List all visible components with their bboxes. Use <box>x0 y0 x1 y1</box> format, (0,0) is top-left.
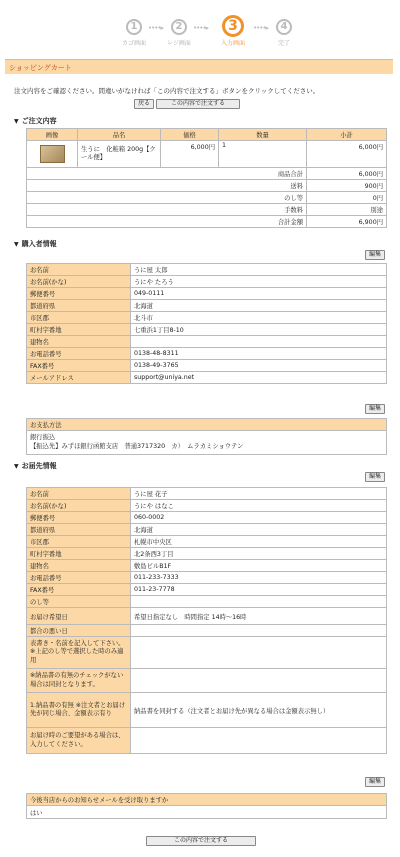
grand-total-value: 6,900円 <box>307 216 387 228</box>
edit-buyer-button[interactable]: 編集 <box>365 250 385 260</box>
buyer-table <box>26 263 387 384</box>
step-1-label: カゴ画面 <box>121 40 146 47</box>
buyer-row <box>27 324 387 336</box>
shipping-label: 表書き・名前を記入して下さい。※上記のし等で選択した時のみ適用 <box>27 637 131 669</box>
shipping-label: FAX番号 <box>27 584 131 596</box>
triangle-down-icon: ▼ <box>14 463 19 470</box>
buyer-row <box>27 348 387 360</box>
step-arrow-icon: ••••▸ <box>148 24 164 32</box>
buyer-row <box>27 360 387 372</box>
confirm-order-button-bottom[interactable]: この内容で注文する <box>146 836 256 846</box>
shipping-value <box>131 625 387 637</box>
buyer-label: お電話番号 <box>27 348 131 360</box>
shipping-label: 郵便番号 <box>27 512 131 524</box>
shipping-row <box>27 560 387 572</box>
buyer-label: 都道府県 <box>27 300 131 312</box>
shipping-row <box>27 488 387 500</box>
buyer-label: 郵便番号 <box>27 288 131 300</box>
total-value: 0円 <box>307 192 387 204</box>
shipping-label: のし等 <box>27 596 131 608</box>
buyer-row <box>27 312 387 324</box>
buyer-label: お名前(かな) <box>27 276 131 288</box>
newsletter-question-row <box>27 794 387 806</box>
edit-newsletter-button[interactable]: 編集 <box>365 777 385 787</box>
intro-text: 注文内容をご確認ください。間違いがなければ「この内容で注文する」ボタンをクリックしてください。 <box>14 87 320 95</box>
shipping-row <box>27 637 387 669</box>
buyer-label: 建物名 <box>27 336 131 348</box>
shipping-row <box>27 728 387 754</box>
shipping-row <box>27 524 387 536</box>
buyer-label: FAX番号 <box>27 360 131 372</box>
buyer-value: 0138-49-3765 <box>131 360 387 372</box>
product-image-cell <box>27 141 78 168</box>
shipping-table <box>26 487 387 754</box>
newsletter-answer-row <box>27 806 387 819</box>
payment-detail <box>27 431 387 455</box>
total-row <box>27 168 387 180</box>
header-image: 画像 <box>27 129 78 141</box>
order-section-title <box>14 116 57 126</box>
back-button[interactable]: 戻る <box>134 99 154 109</box>
shipping-value <box>131 637 387 669</box>
step-3-label: 入力画面 <box>220 40 245 47</box>
shipping-label: 都合の悪い日 <box>27 625 131 637</box>
shipping-value: 011-23-7778 <box>131 584 387 596</box>
newsletter-answer: はい <box>27 806 387 819</box>
checkout-steps <box>0 19 400 54</box>
product-subtotal: 6,000円 <box>307 141 387 168</box>
shipping-label: 町村字番地 <box>27 548 131 560</box>
step-1-number: 1 <box>126 19 142 35</box>
shipping-row <box>27 548 387 560</box>
header-subtotal: 小計 <box>307 129 387 141</box>
shipping-value: 希望日指定なし 時間指定 14時〜16時 <box>131 608 387 625</box>
shipping-value <box>131 669 387 693</box>
shipping-value: うに屋 花子 <box>131 488 387 500</box>
total-value: 6,000円 <box>307 168 387 180</box>
step-2-label: レジ画面 <box>167 40 191 47</box>
shipping-label: お名前(かな) <box>27 500 131 512</box>
step-arrow-icon: ••••▸ <box>193 24 209 32</box>
shipping-value: 納品書を同封する（注文者とお届け先が異なる場合は金額表示無し） <box>131 693 387 728</box>
payment-body-row <box>27 431 387 455</box>
shipping-label: お届け時のご要望がある場合は、入力してください。 <box>27 728 131 754</box>
shipping-value: 敷島ビルB1F <box>131 560 387 572</box>
buyer-row <box>27 264 387 276</box>
shipping-value <box>131 596 387 608</box>
buyer-label: 市区郡 <box>27 312 131 324</box>
buyer-label: お名前 <box>27 264 131 276</box>
shipping-row <box>27 669 387 693</box>
shipping-value: 北海道 <box>131 524 387 536</box>
buyer-title: 購入者情報 <box>21 240 57 248</box>
shipping-row <box>27 500 387 512</box>
order-header-row <box>27 129 387 141</box>
buyer-value <box>131 336 387 348</box>
order-title: ご注文内容 <box>21 117 57 125</box>
shipping-row <box>27 512 387 524</box>
product-price: 6,000円 <box>161 141 219 168</box>
shipping-label: お届け希望日 <box>27 608 131 625</box>
edit-payment-button[interactable]: 編集 <box>365 404 385 414</box>
triangle-down-icon: ▼ <box>14 241 19 248</box>
confirm-order-button-top[interactable]: この内容で注文する <box>156 99 240 109</box>
total-row <box>27 180 387 192</box>
shipping-label: お名前 <box>27 488 131 500</box>
shipping-label: ※納品書の有無のチェックがない場合は同封となります。 <box>27 669 131 693</box>
edit-shipping-button[interactable]: 編集 <box>365 472 385 482</box>
buyer-row <box>27 276 387 288</box>
shipping-row <box>27 584 387 596</box>
buyer-value: うにや たろう <box>131 276 387 288</box>
buyer-row <box>27 288 387 300</box>
product-qty: 1 <box>219 141 307 168</box>
shipping-value: 011-233-7333 <box>131 572 387 584</box>
step-4-label: 完了 <box>277 40 290 47</box>
total-value: 900円 <box>307 180 387 192</box>
grand-total-label: 合計金額 <box>27 216 307 228</box>
buyer-row <box>27 336 387 348</box>
shipping-value: 060-0002 <box>131 512 387 524</box>
product-image[interactable] <box>40 145 65 163</box>
buyer-value: 049-0111 <box>131 288 387 300</box>
product-name: 生うに 化粧箱 200g【クール便】 <box>78 141 161 168</box>
shipping-row <box>27 608 387 625</box>
shipping-row <box>27 572 387 584</box>
total-row <box>27 192 387 204</box>
buyer-value: 七重浜1丁目8-10 <box>131 324 387 336</box>
shipping-row <box>27 536 387 548</box>
shipping-label: 1.納品書の有無 ※注文者とお届け先が同じ場合、金額表示有り <box>27 693 131 728</box>
shipping-value: うにや はなこ <box>131 500 387 512</box>
total-label: 送料 <box>27 180 307 192</box>
header-qty: 数量 <box>219 129 307 141</box>
shipping-value: 北2条西3丁目 <box>131 548 387 560</box>
shipping-label: 市区郡 <box>27 536 131 548</box>
step-4 <box>262 19 306 47</box>
total-row <box>27 204 387 216</box>
step-4-number: 4 <box>276 19 292 35</box>
payment-label: お支払方法 <box>27 419 387 431</box>
payment-account: 【振込先】みずほ銀行函館支店 普通3717320 カ） ムラカミショウテン <box>30 442 244 450</box>
buyer-value: support@uniya.net <box>131 372 387 384</box>
header-name: 品名 <box>78 129 161 141</box>
total-label: のし等 <box>27 192 307 204</box>
shipping-title: お届先情報 <box>21 462 57 470</box>
buyer-section-title <box>14 239 57 249</box>
buyer-label: メールアドレス <box>27 372 131 384</box>
order-table <box>26 128 387 228</box>
step-3-number: 3 <box>222 15 244 37</box>
order-item-row <box>27 141 387 168</box>
shipping-value: 札幌市中央区 <box>131 536 387 548</box>
buyer-value: 北斗市 <box>131 312 387 324</box>
shipping-section-title <box>14 461 57 471</box>
shipping-row <box>27 693 387 728</box>
shipping-label: お電話番号 <box>27 572 131 584</box>
step-2-number: 2 <box>171 19 187 35</box>
payment-table <box>26 418 387 455</box>
shipping-row <box>27 596 387 608</box>
total-label: 手数料 <box>27 204 307 216</box>
newsletter-table <box>26 793 387 819</box>
triangle-down-icon: ▼ <box>14 118 19 125</box>
total-row <box>27 216 387 228</box>
payment-header-row <box>27 419 387 431</box>
header-price: 価格 <box>161 129 219 141</box>
step-3-current <box>211 19 255 47</box>
total-label: 商品合計 <box>27 168 307 180</box>
total-value: 別途 <box>307 204 387 216</box>
shipping-row <box>27 625 387 637</box>
shipping-label: 都道府県 <box>27 524 131 536</box>
shipping-value <box>131 728 387 754</box>
payment-method: 銀行振込 <box>30 434 56 441</box>
newsletter-question: 今後当店からのお知らせメールを受け取りますか <box>27 794 387 806</box>
step-arrow-icon: ••••▸ <box>253 24 269 32</box>
buyer-label: 町村字番地 <box>27 324 131 336</box>
buyer-value: うに屋 太郎 <box>131 264 387 276</box>
buyer-value: 北海道 <box>131 300 387 312</box>
buyer-value: 0138-48-8311 <box>131 348 387 360</box>
section-header: ショッピングカート <box>5 59 393 74</box>
buyer-row <box>27 300 387 312</box>
shipping-label: 建物名 <box>27 560 131 572</box>
buyer-row <box>27 372 387 384</box>
